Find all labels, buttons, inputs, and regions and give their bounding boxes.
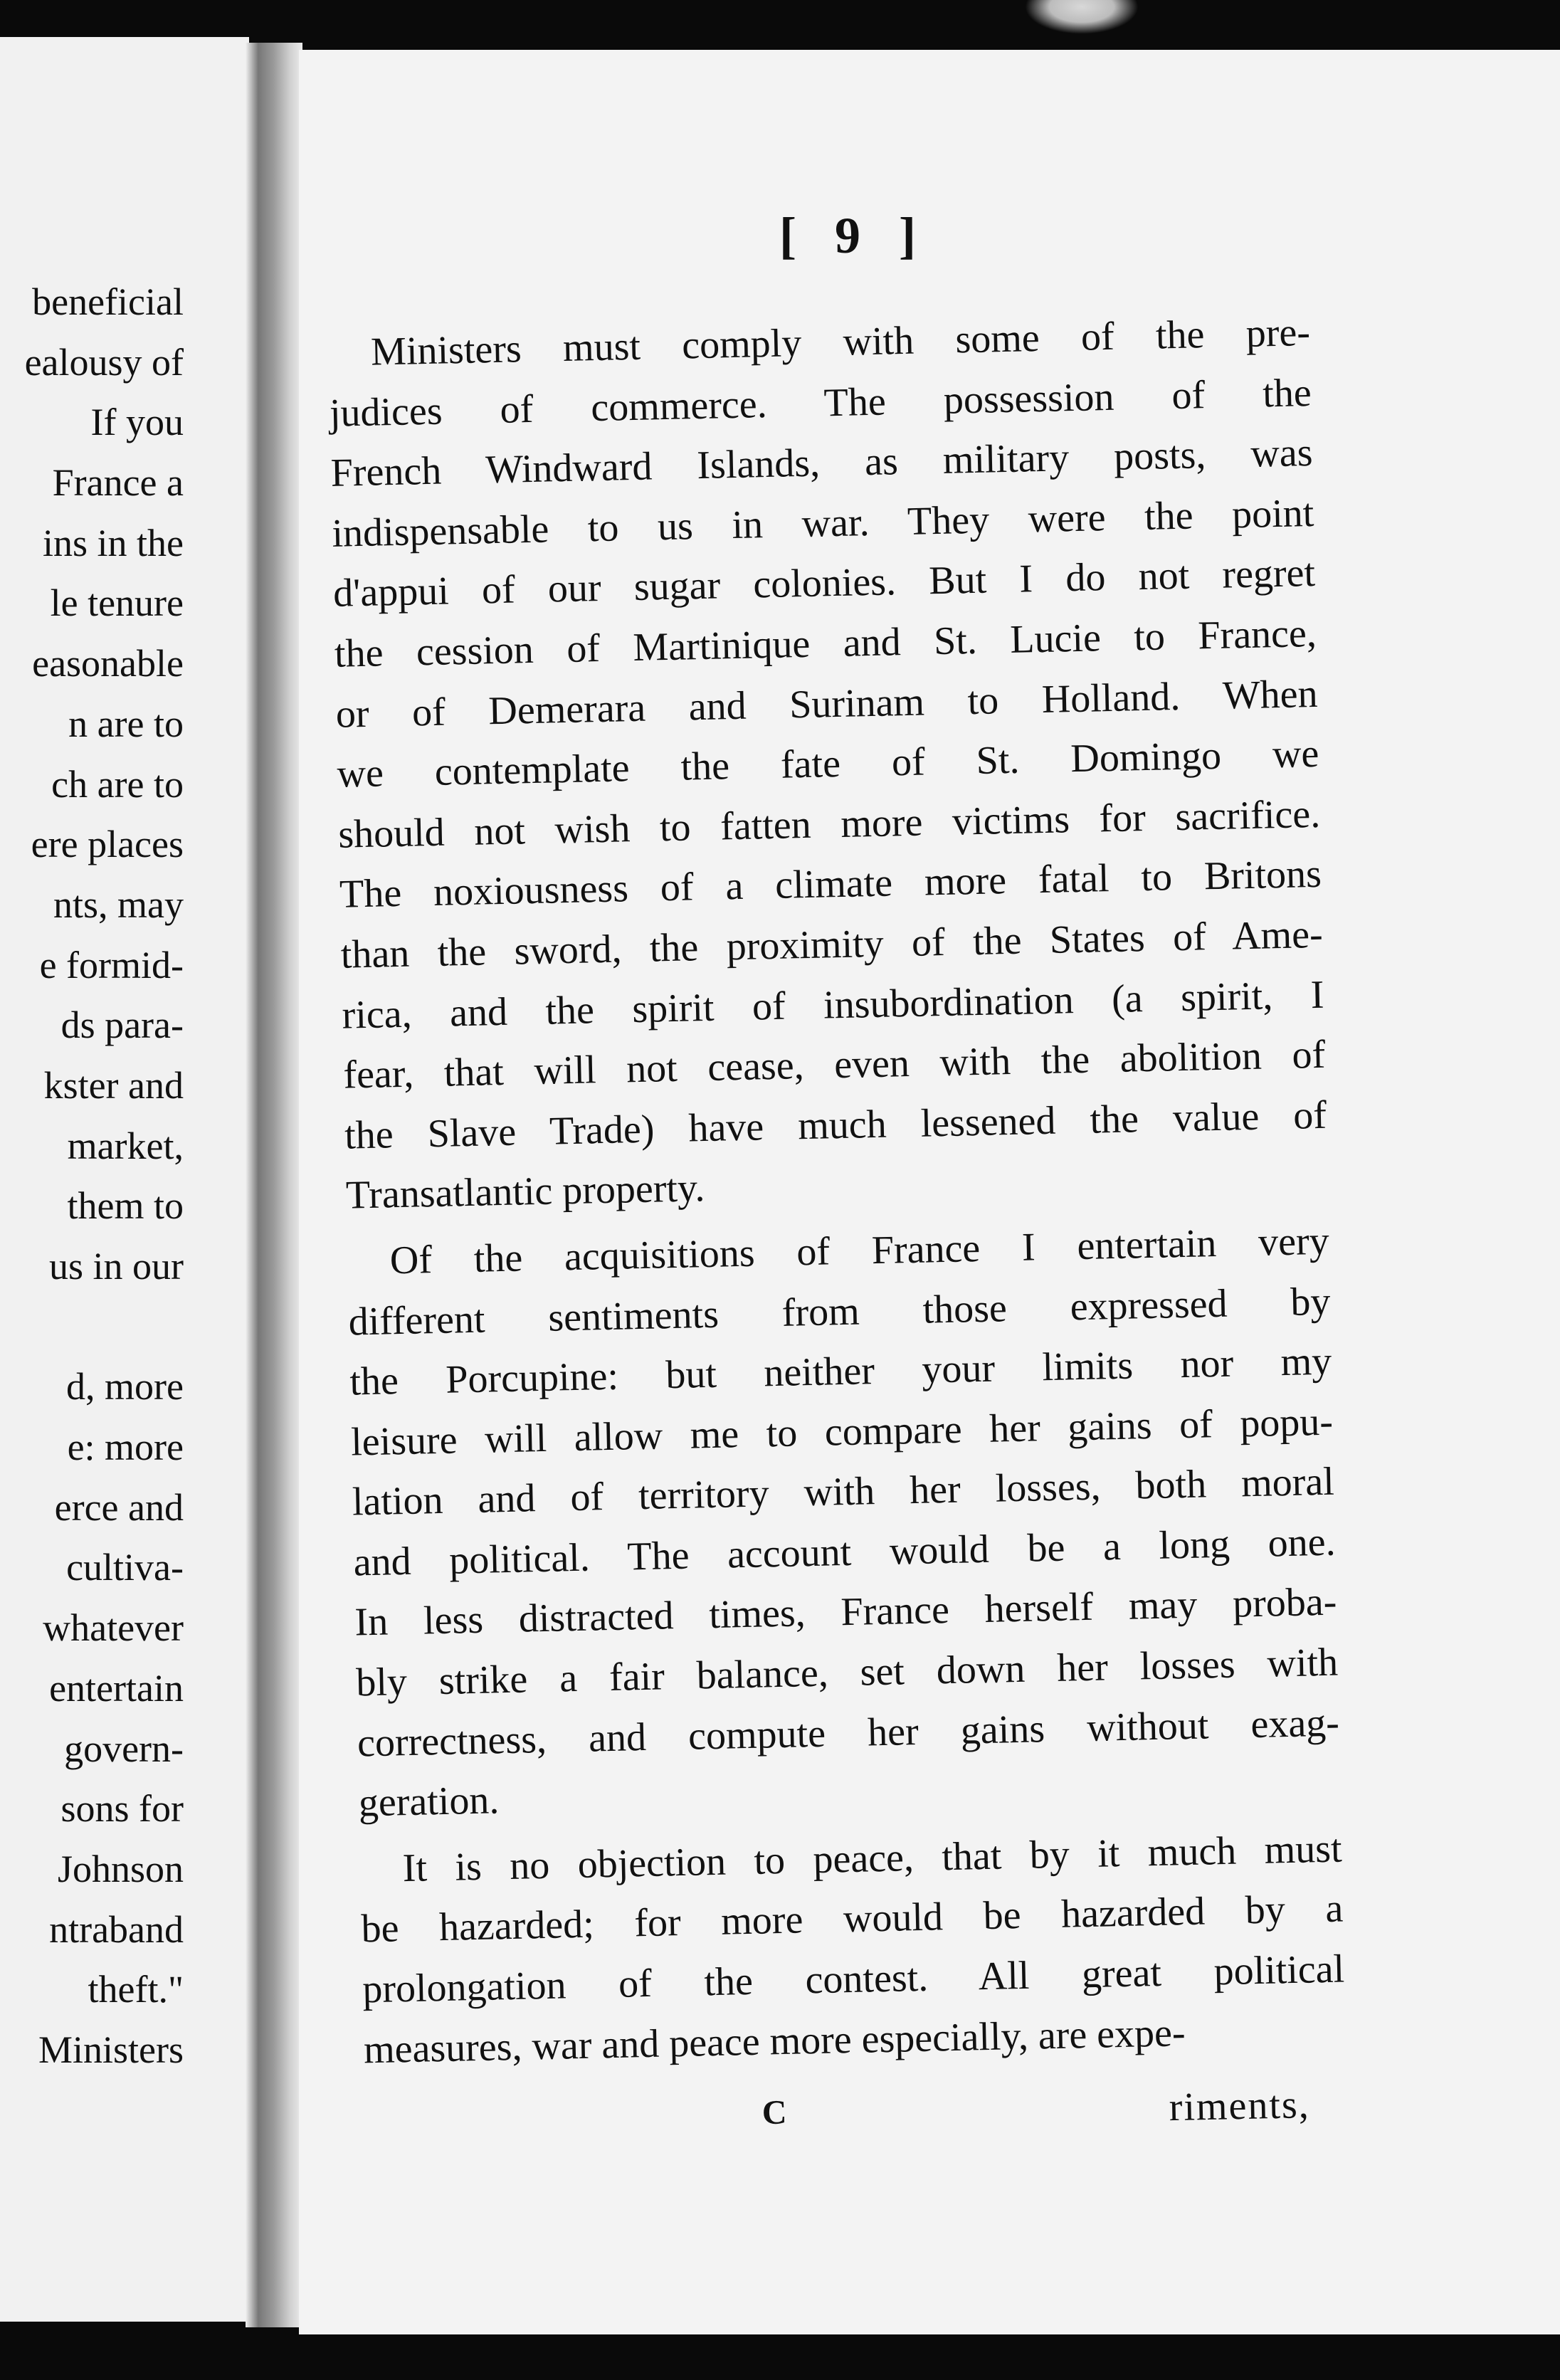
left-page-line: cultiva- (66, 1546, 184, 1589)
left-page-line: kster and (43, 1063, 184, 1107)
paragraph (359, 1818, 1346, 2080)
left-facing-page (0, 37, 249, 2322)
main-page (299, 50, 1560, 2334)
catchword: riments, (1169, 2082, 1311, 2130)
text-line: leisure will allow me to compare her gains of popu- (350, 1399, 1334, 1465)
text-line: In less distracted times, France herself may proba- (354, 1580, 1337, 1645)
text-line: different sentiments from those expressed by (348, 1279, 1332, 1344)
left-page-text (0, 272, 184, 2080)
left-page-line: erce and (54, 1485, 184, 1529)
left-page-line: ealousy of (24, 340, 184, 384)
left-page-line (0, 1297, 184, 1357)
signature-mark: C (761, 2093, 787, 2132)
left-page-line: ds para- (60, 1004, 184, 1047)
paper-stain (1025, 0, 1139, 34)
left-page-line: us in our (49, 1245, 184, 1288)
text-line: should not wish to fatten more victims for sacrifice. (337, 791, 1321, 857)
text-line: bly strike a fair balance, set down her losses with (355, 1640, 1339, 1705)
left-page-line: theft." (88, 1968, 184, 2011)
text-line: The noxiousness of a climate more fatal to Britons (339, 852, 1322, 917)
text-line: Transatlantic property. (345, 1166, 705, 1218)
text-line: indispensable to us in war. They were the point (331, 490, 1314, 556)
page-footer (327, 2082, 1311, 2166)
book-gutter (246, 43, 302, 2327)
paragraph (347, 1211, 1341, 1834)
left-page-line: d, more (66, 1365, 184, 1408)
left-page-line: beneficial (32, 280, 184, 323)
left-page-line: them to (67, 1184, 184, 1228)
left-page-line: govern- (64, 1727, 184, 1770)
left-page-line: ere places (31, 823, 184, 866)
text-line: be hazarded; for more would be hazarded by a (360, 1886, 1344, 1952)
text-line: measures, war and peace more especially, are expe- (363, 2010, 1186, 2072)
left-page-line: nts, may (53, 883, 184, 926)
text-line: than the sword, the proximity of the States of Ame- (340, 912, 1324, 977)
left-page-line: Johnson (57, 1847, 184, 1890)
left-page-line: market, (67, 1124, 184, 1167)
text-line: French Windward Islands, as military posts, was (330, 431, 1314, 496)
text-line: geration. (358, 1778, 500, 1826)
left-page-line: ntraband (49, 1907, 184, 1951)
body-text (327, 302, 1346, 2086)
left-page-line: entertain (49, 1666, 184, 1710)
left-page-line: If you (90, 401, 184, 444)
text-line: Ministers must comply with some of the pre- (370, 310, 1311, 374)
left-page-line: e formid- (39, 943, 184, 986)
text-line: the Porcupine: but neither your limits nor my (349, 1339, 1332, 1404)
text-line: or of Demerara and Surinam to Holland. When (335, 671, 1319, 737)
text-line: the Slave Trade) have much lessened the value of (344, 1092, 1327, 1158)
text-line: judices of commerce. The possession of the (329, 370, 1312, 436)
text-line: prolongation of the contest. All great political (362, 1947, 1345, 2012)
text-line: It is no objection to peace, that by it much must (402, 1826, 1343, 1891)
left-page-line: France a (52, 461, 184, 505)
text-line: fear, that will not cease, even with the abolition of (342, 1032, 1326, 1097)
text-line: lation and of territory with her losses, both moral (352, 1459, 1335, 1525)
text-line: rica, and the spirit of insubordination (a spirit, I (342, 972, 1325, 1038)
left-page-line: Ministers (38, 2028, 184, 2071)
text-line: Of the acquisitions of France I entertain very (389, 1218, 1330, 1283)
left-page-line: easonable (32, 642, 184, 685)
text-line: d'appui of our sugar colonies. But I do not regret (332, 551, 1316, 616)
left-page-line: ch are to (51, 762, 184, 806)
text-line: correctness, and compute her gains without exag- (357, 1700, 1340, 1766)
left-page-line: sons for (60, 1787, 184, 1831)
paragraph (327, 302, 1328, 1226)
left-page-line: ins in the (43, 521, 184, 564)
left-page-line: le tenure (50, 581, 184, 625)
text-line: we contemplate the fate of St. Domingo we (336, 732, 1319, 796)
left-page-line: n are to (68, 702, 184, 745)
left-page-line: whatever (43, 1606, 184, 1650)
text-line: the cession of Martinique and St. Lucie to France, (334, 611, 1317, 676)
page-number: [ 9 ] (779, 207, 929, 264)
left-page-line: e: more (67, 1426, 184, 1469)
text-line: and political. The account would be a long one. (353, 1520, 1337, 1585)
